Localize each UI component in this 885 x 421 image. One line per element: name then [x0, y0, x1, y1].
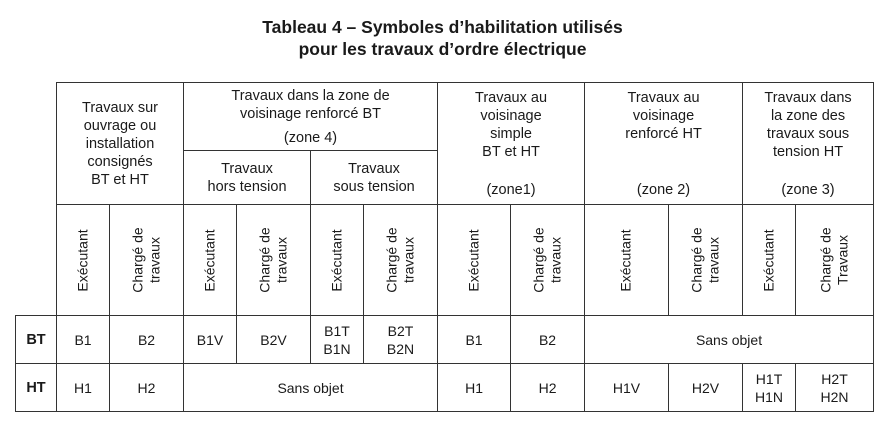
cell-symbol: B1 — [57, 316, 110, 364]
cell-symbol-line: B1N — [323, 340, 351, 357]
header-sous-tension-line: Travaux — [348, 160, 400, 177]
header-zone3-line: Travaux dans — [764, 89, 852, 106]
role-label: Travaux — [834, 234, 851, 286]
habilitation-table — [15, 82, 874, 412]
header-zone1-line: voisinage — [480, 107, 542, 124]
role-label: travaux — [400, 237, 417, 283]
header-zone3-line: tension HT — [772, 143, 844, 160]
cell-symbol: B2 — [110, 316, 184, 364]
header-hors-tension — [184, 151, 311, 205]
role-executant — [57, 205, 110, 316]
header-zone4 — [184, 83, 438, 151]
role-label: travaux — [273, 237, 290, 283]
role-label: Chargé de — [688, 227, 705, 293]
header-consignes-line: BT et HT — [91, 171, 149, 188]
cell-symbol: B1V — [184, 316, 237, 364]
header-consignes-line: consignés — [87, 153, 153, 170]
header-zone3 — [743, 83, 874, 205]
role-label: Chargé de — [129, 227, 146, 293]
header-zone3-line: travaux sous — [766, 125, 850, 142]
role-executant — [184, 205, 237, 316]
role-charge-de-travaux — [110, 205, 184, 316]
table-row-ht — [16, 364, 874, 412]
role-label: Exécutant — [74, 228, 91, 292]
cell-symbol-line: H1N — [755, 388, 784, 405]
cell-symbol: H1 — [438, 364, 511, 412]
role-charge-de-travaux — [364, 205, 438, 316]
row-label-ht: HT — [16, 364, 57, 412]
cell-symbol: B2 — [511, 316, 585, 364]
role-charge-de-travaux — [669, 205, 743, 316]
cell-symbol — [796, 364, 874, 412]
header-zone2-line: Travaux au — [627, 89, 700, 106]
header-consignes-line: ouvrage ou — [83, 117, 157, 134]
cell-symbol — [743, 364, 796, 412]
cell-symbol: H2V — [669, 364, 743, 412]
header-zone4-line: Travaux dans la zone de — [231, 87, 390, 104]
cell-sans-objet: Sans objet — [184, 364, 438, 412]
role-executant — [585, 205, 669, 316]
header-zone1-label: (zone1) — [486, 181, 536, 198]
row-label-blank — [16, 205, 57, 316]
corner-blank — [16, 83, 57, 205]
role-label: travaux — [547, 237, 564, 283]
role-label: Exécutant — [201, 228, 218, 292]
cell-symbol-line: H1T — [755, 370, 783, 387]
header-zone2 — [585, 83, 743, 205]
header-zone1-line: Travaux au — [475, 89, 548, 106]
role-charge-de-travaux — [237, 205, 311, 316]
title-line-1: Tableau 4 – Symboles d’habilitation utilisés — [262, 17, 623, 37]
header-zone3-line: la zone des — [770, 107, 846, 124]
title-line-2: pour les travaux d’ordre électrique — [298, 39, 587, 59]
role-label: Exécutant — [618, 228, 635, 292]
header-consignes-line: Travaux sur — [82, 99, 159, 116]
header-zone2-line: renforcé HT — [625, 125, 702, 142]
role-label: travaux — [146, 237, 163, 283]
cell-symbol-line: H2N — [820, 388, 849, 405]
role-label: Exécutant — [328, 228, 345, 292]
header-consignes-line: installation — [85, 135, 155, 152]
role-label: Exécutant — [760, 228, 777, 292]
cell-symbol: H2 — [110, 364, 184, 412]
cell-symbol: H1 — [57, 364, 110, 412]
header-zone1 — [438, 83, 585, 205]
header-zone4-label: (zone 4) — [283, 129, 338, 146]
cell-symbol-line: B2T — [387, 322, 414, 339]
cell-symbol: H2 — [511, 364, 585, 412]
cell-symbol-line: B2N — [386, 340, 415, 357]
header-hors-tension-line: hors tension — [207, 178, 287, 195]
table-row-bt — [16, 316, 874, 364]
role-label: Chargé de — [530, 227, 547, 293]
role-label: Exécutant — [465, 228, 482, 292]
role-label: Chargé de — [817, 227, 834, 293]
role-label: Chargé de — [383, 227, 400, 293]
header-hors-tension-line: Travaux — [221, 160, 273, 177]
header-sous-tension — [311, 151, 438, 205]
cell-symbol: H1V — [585, 364, 669, 412]
header-zone1-line: BT et HT — [482, 143, 540, 160]
role-label: travaux — [705, 237, 722, 283]
header-consignes — [57, 83, 184, 205]
cell-symbol — [311, 316, 364, 364]
cell-symbol: B1 — [438, 316, 511, 364]
header-zone2-label: (zone 2) — [636, 181, 691, 198]
header-zone3-label: (zone 3) — [781, 181, 835, 198]
role-charge-de-travaux — [511, 205, 585, 316]
header-zone2-line: voisinage — [632, 107, 695, 124]
cell-sans-objet: Sans objet — [585, 316, 874, 364]
cell-symbol: B2V — [237, 316, 311, 364]
header-zone4-line: voisinage renforcé BT — [240, 105, 382, 122]
cell-symbol — [364, 316, 438, 364]
row-label-bt: BT — [16, 316, 57, 364]
role-label: Chargé de — [256, 227, 273, 293]
role-executant — [311, 205, 364, 316]
role-executant — [438, 205, 511, 316]
role-charge-de-travaux — [796, 205, 874, 316]
header-sous-tension-line: sous tension — [333, 178, 415, 195]
role-executant — [743, 205, 796, 316]
cell-symbol-line: H2T — [821, 370, 848, 387]
table-title — [0, 16, 885, 60]
header-zone1-line: simple — [490, 125, 532, 142]
cell-symbol-line: B1T — [324, 322, 350, 339]
